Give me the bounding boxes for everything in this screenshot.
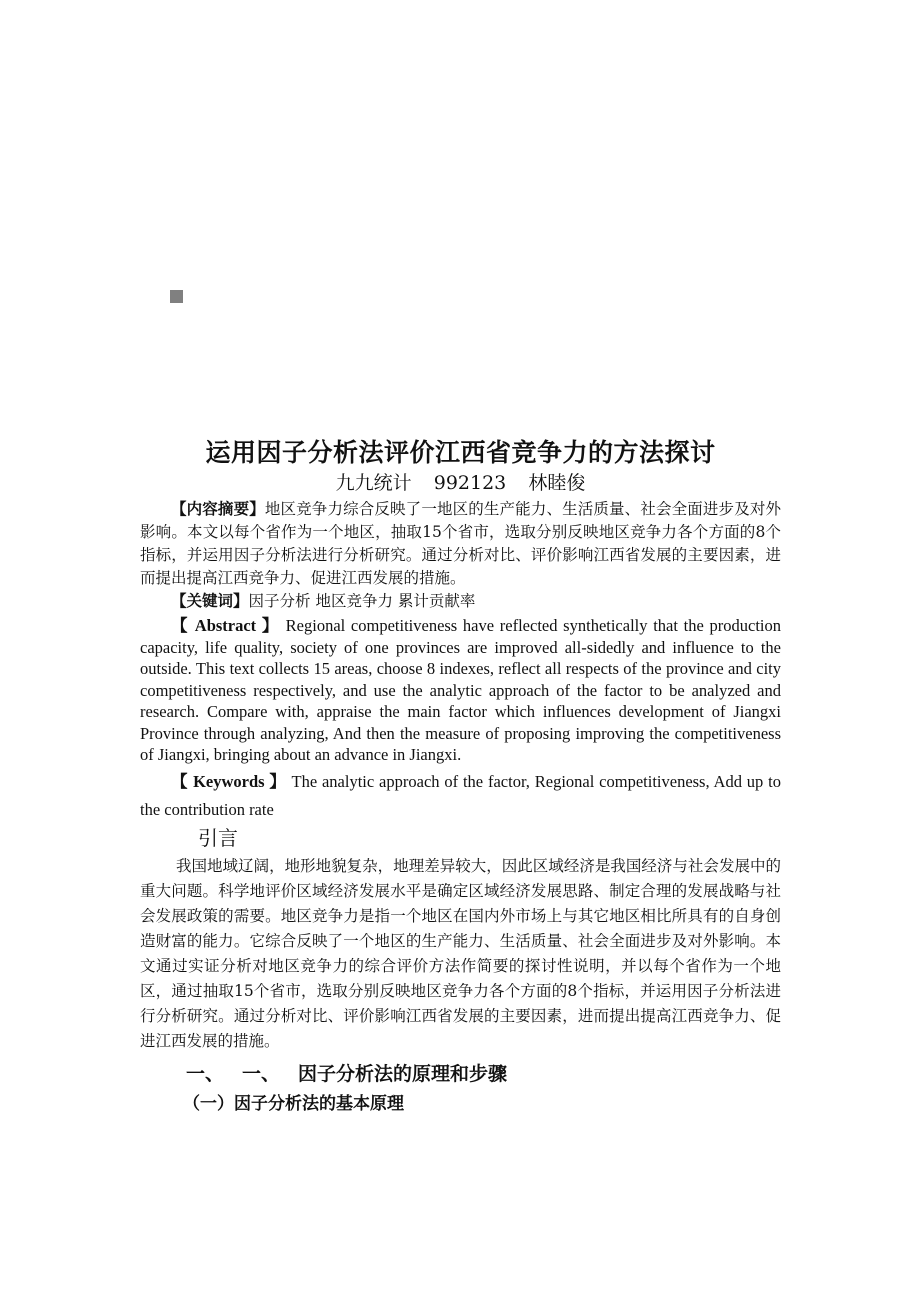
page-title: 运用因子分析法评价江西省竞争力的方法探讨	[205, 438, 716, 467]
abstract-cn-label: 【内容摘要】	[171, 500, 265, 518]
keywords-en-label: 【 Keywords 】	[171, 771, 287, 791]
abstract-en	[140, 615, 781, 766]
keywords-en-text: The analytic approach of the factor, Regional competitiveness, Add up to the contribution rate	[140, 771, 781, 819]
author-line	[140, 470, 781, 496]
abstract-en-label: 【 Abstract 】	[171, 616, 280, 635]
subsection-heading-1-1: （一）因子分析法的基本原理	[183, 1093, 404, 1114]
abstract-cn	[140, 498, 781, 590]
author-name: 林睦俊	[528, 472, 586, 494]
section-number-a: 一、	[186, 1062, 225, 1085]
section-heading-1	[186, 1058, 781, 1090]
abstract-cn-text: 地区竞争力综合反映了一地区的生产能力、生活质量、社会全面进步及对外影响。本文以每个省作为一个地区，抽取15个省市，选取分别反映地区竞争力各个方面的8个指标，并运用因子分析法进行分析研究。通过分析对比、评价影响江西省发展的主要因素，进而提出提高江西竞争力、促进江西发展的措施。	[140, 500, 781, 587]
keywords-cn-label: 【关键词】	[171, 592, 249, 610]
abstract-en-text: Regional competitiveness have reflected synthetically that the production capacity, life quality, society of one provinces are improved all-sidedly and influence to the outside. This text collects 15 areas, choose 8 indexes, reflect all respects of the province and city competitiveness respectively, and use the analytic approach of the factor to be analyzed and research. Compare with, appraise the main factor which influences development of Jiangxi Province through analyzing, And then the measure of proposing improving the competitiveness of Jiangxi, bringing about an advance in Jiangxi.	[140, 616, 781, 764]
intro-paragraph: 我国地域辽阔，地形地貌复杂，地理差异较大，因此区域经济是我国经济与社会发展中的重大问题。科学地评价区域经济发展水平是确定区域经济发展思路、制定合理的发展战略与社会发展政策的需要。地区竞争力是指一个地区在国内外市场上与其它地区相比所具有的自身创造财富的能力。它综合反映了一个地区的生产能力、生活质量、社会全面进步及对外影响。本文通过实证分析对地区竞争力的综合评价方法作简要的探讨性说明，并以每个省作为一个地区，通过抽取15个省市，选取分别反映地区竞争力各个方面的8个指标，并运用因子分析法进行分析研究。通过分析对比、评价影响江西省发展的主要因素，进而提出提高江西竞争力、促进江西发展的措施。	[140, 856, 781, 1050]
author-school: 九九统计	[335, 472, 412, 494]
keywords-en	[140, 768, 781, 824]
keywords-cn-text: 因子分析 地区竞争力 累计贡献率	[248, 592, 476, 610]
section-title-1: 因子分析法的原理和步骤	[298, 1062, 508, 1085]
author-id: 992123	[433, 472, 507, 494]
section-number-b: 一、	[242, 1062, 281, 1085]
square-bullet-icon	[170, 290, 183, 303]
keywords-cn	[140, 590, 781, 613]
intro-heading: 引言	[198, 825, 238, 850]
document-body	[140, 436, 781, 1118]
